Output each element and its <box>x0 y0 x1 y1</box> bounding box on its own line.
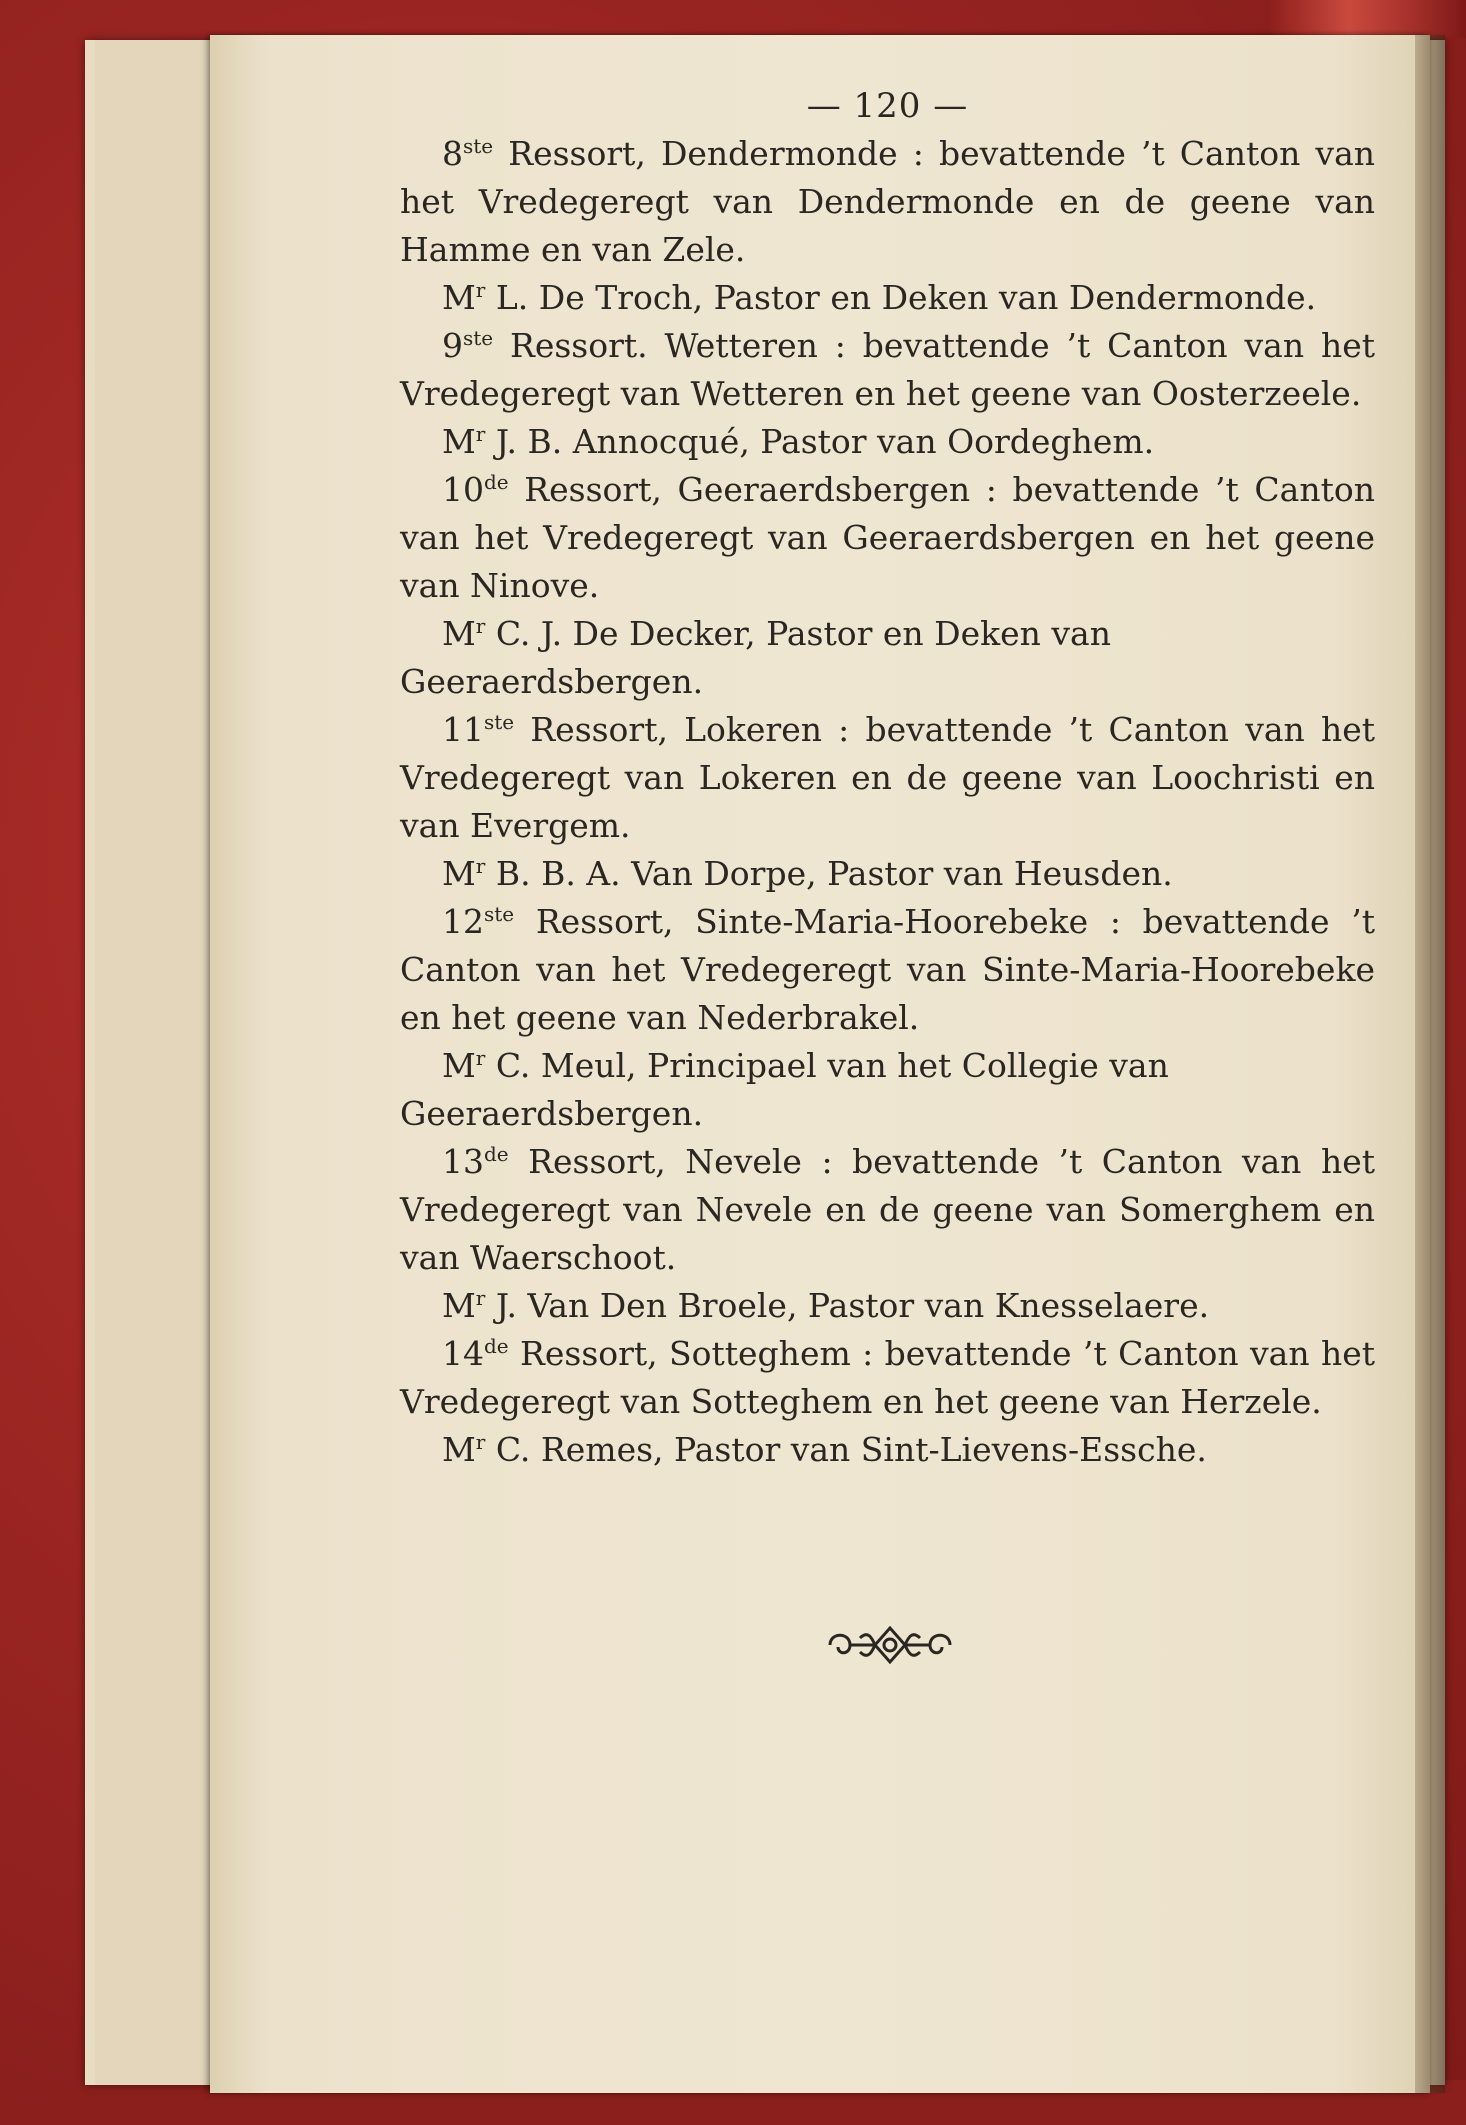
title-abbrev: M <box>442 1430 476 1469</box>
superscript: ste <box>463 134 494 158</box>
superscript: de <box>484 470 509 494</box>
page-edge <box>150 40 173 2085</box>
entry-text: Ressort. Wetteren : bevattende ’t Canton van het Vredegeregt van Wetteren en het geene van Oosterzeele. <box>400 326 1375 413</box>
pastor-entry <box>400 1282 1375 1330</box>
title-abbrev: M <box>442 422 476 461</box>
entry-text: Ressort, Dendermonde : bevattende ’t Canton van het Vredegeregt van Dendermonde en de geene van Hamme en van Zele. <box>400 134 1375 269</box>
superscript: r <box>475 614 486 638</box>
entry-text: Ressort, Sinte-Maria-Hoorebeke : bevattende ’t Canton van het Vredegeregt van Sinte-Maria-Hoorebeke en het geene van Nederbrakel. <box>400 902 1375 1037</box>
text-blocks <box>400 130 1375 1474</box>
page-edge <box>125 40 151 2085</box>
superscript: r <box>475 422 486 446</box>
ressort-ordinal: 9 <box>442 326 463 365</box>
ressort-ordinal: 11 <box>442 710 484 749</box>
pastor-entry <box>400 1042 1375 1138</box>
page-gutter-shadow <box>1415 35 1445 2093</box>
title-abbrev: M <box>442 278 476 317</box>
title-abbrev: M <box>442 614 476 653</box>
entry-text: J. B. Annocqué, Pastor van Oordeghem. <box>485 422 1155 461</box>
pastor-entry <box>400 1426 1375 1474</box>
superscript: ste <box>463 326 494 350</box>
ressort-paragraph <box>400 466 1375 610</box>
ressort-ordinal: 8 <box>442 134 463 173</box>
page-number: — 120 — <box>806 86 969 126</box>
entry-text: C. J. De Decker, Pastor en Deken van Geeraerdsbergen. <box>400 614 1111 701</box>
ressort-ordinal: 10 <box>442 470 484 509</box>
ressort-ordinal: 14 <box>442 1334 484 1373</box>
entry-text: B. B. A. Van Dorpe, Pastor van Heusden. <box>485 854 1173 893</box>
superscript: ste <box>484 710 515 734</box>
entry-text: Ressort, Nevele : bevattende ’t Canton van het Vredegeregt van Nevele en de geene van Somerghem en van Waerschoot. <box>400 1142 1375 1277</box>
superscript: r <box>475 854 486 878</box>
ressort-ordinal: 12 <box>442 902 484 941</box>
page-edge <box>95 40 126 2085</box>
superscript: de <box>484 1334 509 1358</box>
superscript: r <box>475 278 486 302</box>
superscript: r <box>475 1046 486 1070</box>
superscript: de <box>484 1142 509 1166</box>
page-text <box>400 82 1375 1474</box>
pastor-entry <box>400 850 1375 898</box>
ressort-paragraph <box>400 130 1375 274</box>
page-edge <box>172 40 193 2085</box>
title-abbrev: M <box>442 1046 476 1085</box>
pastor-entry <box>400 274 1375 322</box>
ressort-ordinal: 13 <box>442 1142 484 1181</box>
title-abbrev: M <box>442 1286 476 1325</box>
entry-text: Ressort, Lokeren : bevattende ’t Canton van het Vredegeregt van Lokeren en de geene van Loochristi en van Evergem. <box>400 710 1375 845</box>
entry-text: J. Van Den Broele, Pastor van Knesselaere. <box>485 1286 1210 1325</box>
entry-text: C. Remes, Pastor van Sint-Lievens-Essche. <box>485 1430 1207 1469</box>
entry-text: L. De Troch, Pastor en Deken van Dendermonde. <box>485 278 1317 317</box>
title-abbrev: M <box>442 854 476 893</box>
superscript: r <box>475 1430 486 1454</box>
ressort-paragraph <box>400 898 1375 1042</box>
ressort-paragraph <box>400 1138 1375 1282</box>
entry-text: C. Meul, Principael van het Collegie van Geeraerdsbergen. <box>400 1046 1169 1133</box>
superscript: ste <box>484 902 515 926</box>
entry-text: Ressort, Sotteghem : bevattende ’t Canton van het Vredegeregt van Sotteghem en het geene van Herzele. <box>400 1334 1375 1421</box>
cover-edge <box>1270 0 1466 38</box>
pastor-entry <box>400 418 1375 466</box>
superscript: r <box>475 1286 486 1310</box>
scroll-ornament-icon <box>820 1620 960 1670</box>
pastor-entry <box>400 610 1375 706</box>
ressort-paragraph <box>400 1330 1375 1426</box>
entry-text: Ressort, Geeraerdsbergen : bevattende ’t Canton van het Vredegeregt van Geeraerdsbergen en het geene van Ninove. <box>400 470 1375 605</box>
ressort-paragraph <box>400 322 1375 418</box>
ressort-paragraph <box>400 706 1375 850</box>
